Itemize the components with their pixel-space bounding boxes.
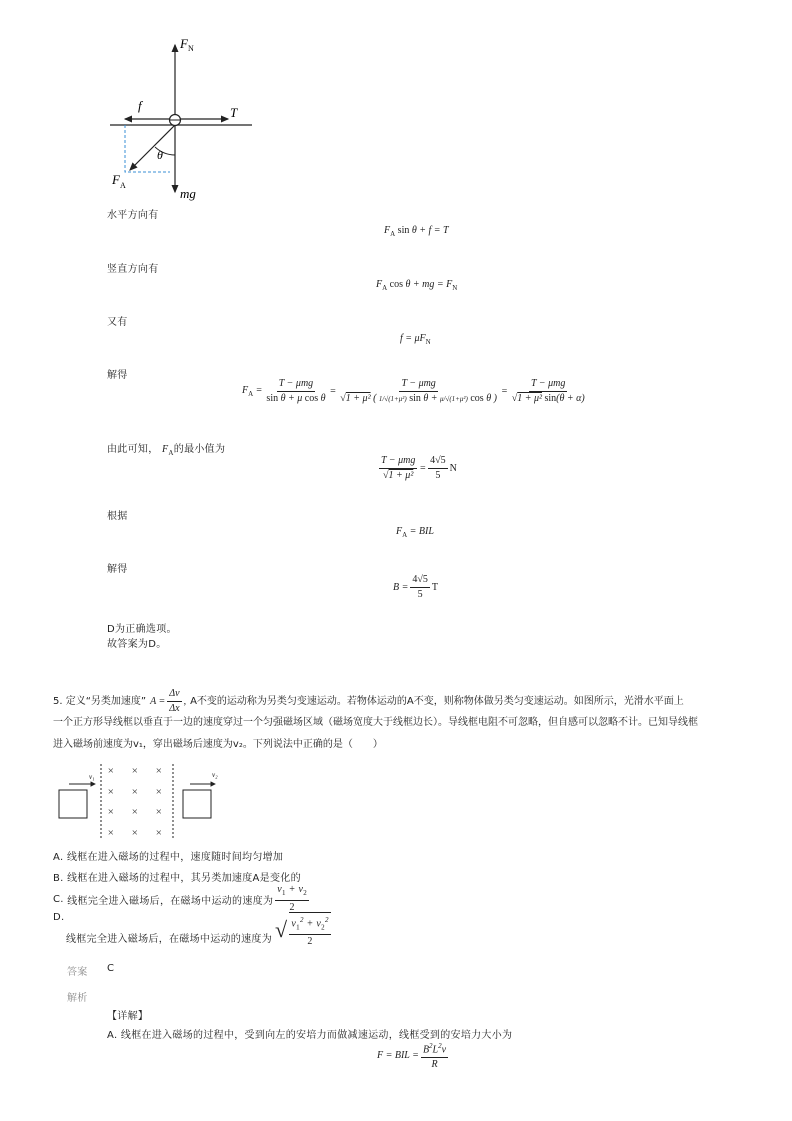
question5-line2: 一个正方形导线框以垂直于一边的速度穿过一个匀强磁场区域（磁场宽度大于线框边长）。导线框电阻不可忽略，但自感可以忽略不计。已知导线框 (53, 717, 698, 728)
option-c-key: C. (53, 893, 64, 905)
svg-text:×: × (107, 765, 115, 777)
solve-text-1: 解得 (107, 370, 128, 381)
analysis-label: 解析 (67, 993, 88, 1004)
f-label: f (138, 98, 142, 113)
fa-label: $F_A$ (112, 172, 126, 190)
detail-label: 【详解】 (107, 1011, 149, 1022)
svg-text:×: × (107, 806, 115, 818)
equation-fa-general: $F_A$ = $\frac{\text{T − μmg}}{\text{sin θ + μ cos θ}}$ = $\frac{\text{T − μmg}}{\text{√1 + μ² ( 1/√(1+μ²) sin θ + μ/√(1+μ²) cos θ )}}$ = $\frac{\text{T − μmg}}{\text{√1 + μ² sin(θ + α)}}$ (242, 378, 585, 404)
svg-text:×: × (131, 786, 139, 798)
equation-min: $\frac{\text{T − μmg}}{\text{√1 + μ²}}$ = $\frac{4√5}{5}$ N (381, 455, 457, 481)
also-text: 又有 (107, 317, 128, 328)
mg-label: mg (180, 186, 196, 201)
svg-text:×: × (155, 806, 163, 818)
svg-text:×: × (131, 827, 139, 839)
according-text: 根据 (107, 511, 128, 522)
option-b-key: B. (53, 873, 64, 884)
equation-ampere-force: F = BIL = $\frac{B^2L^2v}{R}$ (377, 1042, 447, 1071)
frame-after (183, 790, 211, 818)
answer-line-text: 故答案为D。 (107, 639, 167, 650)
option-d-formula: √ $\frac{v_1^2 + v_2^2}{2}$ (275, 912, 333, 948)
solve-text-2: 解得 (107, 564, 128, 575)
ampere-force-arrow (130, 125, 175, 170)
frame-before (59, 790, 87, 818)
svg-text:×: × (131, 765, 139, 777)
option-c[interactable] (53, 884, 311, 914)
equation-b: B = $\frac{4√5}{5}$ T (393, 574, 438, 600)
dashed-components (125, 125, 170, 172)
equation-vertical: $F_A$ cos θ + mg = $F_N$ (376, 279, 458, 292)
option-b[interactable] (53, 869, 301, 884)
field-crosses (107, 765, 162, 839)
magnetic-field-diagram (55, 762, 225, 842)
svg-text:×: × (155, 765, 163, 777)
svg-text:×: × (155, 827, 163, 839)
svg-text:×: × (131, 806, 139, 818)
force-diagram (100, 30, 270, 205)
question5-line3: 进入磁场前速度为v₁，穿出磁场后速度为v₂。下列说法中正确的是（ ） (53, 739, 383, 750)
svg-text:×: × (155, 786, 163, 798)
equation-bil: $F_A$ = BIL (396, 526, 434, 539)
option-a-key: A. (53, 852, 64, 863)
theta-label: θ (157, 148, 163, 162)
vertical-text: 竖直方向有 (107, 264, 159, 275)
v1-label: v₁ (89, 773, 95, 781)
svg-text:×: × (107, 827, 115, 839)
t-label: T (230, 105, 238, 120)
equation-horizontal: $F_A$ sin θ + f = T (384, 225, 449, 238)
option-d-key: D. (53, 912, 65, 923)
answer-label: 答案 (67, 967, 88, 978)
svg-text:×: × (107, 786, 115, 798)
option-c-text: 线框完全进入磁场后，在磁场中运动的速度为 (67, 895, 274, 907)
minvalue-text: 由此可知， $F_A$的最小值为 (107, 444, 226, 457)
horizontal-text: 水平方向有 (107, 210, 159, 221)
answer-value: C (107, 963, 115, 974)
option-a[interactable] (53, 848, 283, 863)
option-d[interactable] (66, 912, 333, 948)
option-d-text: 线框完全进入磁场后，在磁场中运动的速度为 (66, 933, 272, 945)
equation-friction: $f = \mu F_N$ (400, 333, 431, 346)
option-b-text: 线框在进入磁场的过程中，其另类加速度A是变化的 (67, 873, 301, 884)
correct-option-text: D为正确选项。 (107, 624, 177, 635)
question5-line1: 5. 定义“另类加速度” A = $\frac{\Delta v}{\Delta x}$ , A不变的运动称为另类匀变速运动。若物体运动的A不变，则称物体做另类匀变速运动。如图所示，光滑水平面上 (53, 688, 684, 714)
option-a-text: 线框在进入磁场的过程中，速度随时间均匀增加 (66, 852, 284, 863)
v2-label: v₂ (212, 771, 218, 779)
detail-line: A. 线框在进入磁场的过程中，受到向左的安培力而做减速运动，线框受到的安培力大小为 (107, 1030, 513, 1041)
option-c-formula: $\frac{v_1 + v_2}{2}$ (277, 884, 308, 913)
fn-label: $F_N$ (180, 36, 194, 53)
